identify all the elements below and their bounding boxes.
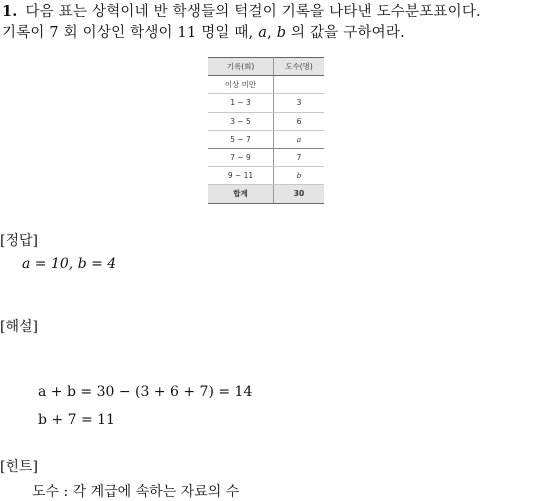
question-text-2b: 의 값을 구하여라. [286, 25, 405, 41]
hint-text: 도수 : 각 계급에 속하는 자료의 수 [32, 484, 240, 500]
table-row [208, 112, 324, 130]
question-text-1: 다음 표는 상혁이네 반 학생들의 턱걸이 기록을 나타낸 도수분포표이다. [25, 4, 481, 20]
frequency-table [208, 57, 324, 204]
question-number: 1. [2, 3, 18, 20]
question-line-1 [2, 0, 481, 21]
table-cell-count: b [274, 167, 325, 185]
table-cell-count: 6 [274, 112, 325, 130]
table-cell-range: 9 ~ 11 [208, 167, 274, 185]
variable-b: b [276, 25, 287, 41]
solution-label: [해설] [0, 319, 38, 335]
comma: , [267, 25, 277, 41]
table-cell-range: 5 ~ 7 [208, 130, 274, 148]
table-row [208, 94, 324, 112]
table-cell-count: 7 [274, 148, 325, 166]
answer-label: [정답] [0, 233, 38, 249]
total-value: 30 [274, 185, 325, 203]
table-cell-count [274, 76, 325, 94]
table-row [208, 167, 324, 185]
table-header-row [208, 58, 324, 76]
header-record: 기록(회) [208, 58, 274, 76]
table-total-row [208, 185, 324, 203]
header-frequency: 도수(명) [274, 58, 325, 76]
table-cell-range: 7 ~ 9 [208, 148, 274, 166]
hint-label: [힌트] [0, 459, 38, 475]
answer-text: a = 10, b = 4 [22, 256, 117, 272]
total-label: 합계 [208, 185, 274, 203]
solution-line-1: a + b = 30 − (3 + 6 + 7) = 14 [38, 384, 253, 400]
table-row [208, 76, 324, 94]
variable-a: a [258, 25, 268, 41]
table-cell-range: 3 ~ 5 [208, 112, 274, 130]
table-cell-count: a [274, 130, 325, 148]
table-row [208, 148, 324, 166]
question-line-2 [2, 21, 405, 42]
solution-line-2: b + 7 = 11 [38, 412, 115, 428]
table-row [208, 130, 324, 148]
table-cell-count: 3 [274, 94, 325, 112]
table-cell-range: 이상 미만 [208, 76, 274, 94]
question-text-2a: 기록이 7 회 이상인 학생이 11 명일 때, [2, 25, 259, 41]
table-cell-range: 1 ~ 3 [208, 94, 274, 112]
